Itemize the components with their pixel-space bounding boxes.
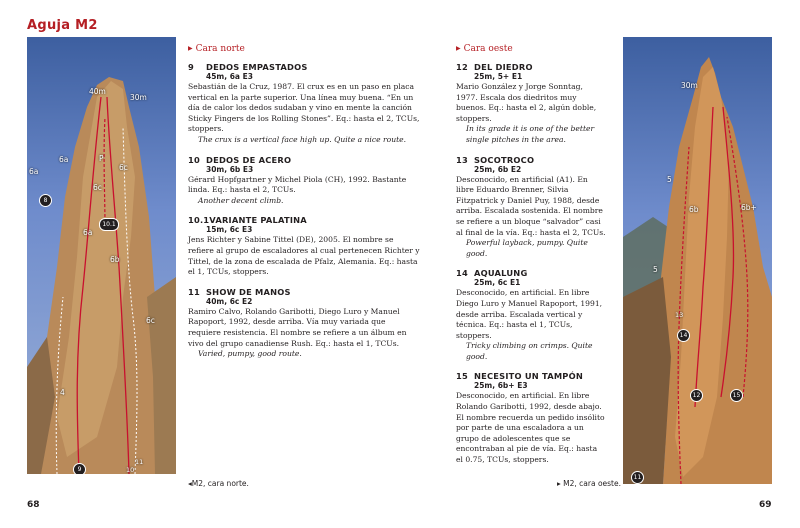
route-description-en: Varied, pumpy, good route. <box>198 349 302 359</box>
page-number: 69 <box>759 500 772 510</box>
photo-label: 6b <box>689 205 699 214</box>
route-entry <box>188 287 420 360</box>
route-grade: 25m, 6b E2 <box>474 164 522 174</box>
route-entry <box>456 62 606 146</box>
route-name: AQUALUNG <box>474 268 528 279</box>
photo-label: 6c <box>119 163 128 172</box>
photo-caption: ◂M2, cara norte. <box>188 479 249 488</box>
west-face-column <box>456 44 606 475</box>
route-marker: 9 <box>73 463 86 474</box>
photo-label: 5 <box>653 265 658 274</box>
photo-caption: ▸ M2, cara oeste. <box>557 479 621 488</box>
route-grade: 15m, 6c E3 <box>206 225 253 235</box>
route-number: 11 <box>188 286 200 297</box>
route-entry <box>456 268 606 362</box>
photo-label: 6c <box>93 183 102 192</box>
photo-label: 6a <box>29 167 39 176</box>
north-face-topo <box>27 37 176 474</box>
route-name: SOCOTROCO <box>474 154 535 165</box>
route-description: Sebastián de la Cruz, 1987. El crux es en un paso en placa vertical en la parte superior. Una línea muy buena. “En un día de calor los dedos sudaban y vino en mente la canción Sticky Fingers de los Rolling Stones”. Eq.: hasta el 2, TCUs, stoppers. <box>188 82 420 134</box>
route-number: 13 <box>456 154 468 165</box>
route-name: DEL DIEDRO <box>474 62 533 72</box>
route-name: SHOW DE MANOS <box>206 286 291 297</box>
route-grade: 40m, 6c E2 <box>206 296 253 306</box>
route-name: NECESITO UN TAMPÓN <box>474 371 583 382</box>
route-grade: 25m, 5+ E1 <box>474 72 523 81</box>
route-description: Ramiro Calvo, Rolando Garibotti, Diego Luro y Manuel Rapoport, 1992, desde arriba. Vía muy variada que requiere resistencia. El nombre se refiere a un álbum en vivo del grupo canadiense Rush. Eq.: hasta el 1, TCUs. <box>188 306 407 348</box>
route-number: 10 <box>188 154 200 165</box>
photo-label: 6c <box>146 316 155 325</box>
west-face-topo <box>623 37 772 484</box>
route-description: Jens Richter y Sabine Tittel (DE), 2005. El nombre se refiere al grupo de escaladores al cual pertenecen Richter y Tittel, de la zona de escalada de Pfalz, Alemania. Eq.: hasta el 1, TCUs, stoppers. <box>188 235 420 277</box>
route-grade: 45m, 6a E3 <box>206 72 253 81</box>
route-name: DEDOS EMPASTADOS <box>206 62 308 72</box>
route-description-en: The crux is a vertical face high up. Quite a nice route. <box>198 134 407 144</box>
triangle-icon: ▶ <box>456 45 461 52</box>
west-face-photo <box>623 37 772 484</box>
route-grade: 30m, 6b E3 <box>206 164 254 174</box>
route-description: Desconocido, en artificial. En libre Diego Luro y Manuel Rapoport, 1991, desde arriba. Escalada vertical y técnica. Eq.: hasta el 1, TCUs, stoppers. <box>456 288 603 340</box>
route-entry <box>188 62 420 146</box>
page-title: Aguja M2 <box>27 18 98 33</box>
route-marker: 11 <box>631 471 644 484</box>
route-description-en: Another decent climb. <box>198 195 284 205</box>
page-number: 68 <box>27 500 40 510</box>
section-heading: ▶ Cara norte <box>188 44 245 54</box>
photo-label: 30m <box>681 81 698 90</box>
route-entry <box>456 371 606 465</box>
route-number: 12 <box>456 62 468 72</box>
route-number: 9 <box>188 62 194 72</box>
photo-label: 5 <box>667 175 672 184</box>
route-description: Desconocido, en artificial. En libre Rolando Garibotti, 1992, desde abajo. El nombre recuerda un pedido insólito por parte de una escaladora a un grupo de adolescentes que se encontraban al pie de vía. Eq.: hasta el 0.75, TCUs, stoppers. <box>456 391 605 465</box>
route-entry <box>456 155 606 260</box>
route-name: DEDOS DE ACERO <box>206 154 292 165</box>
route-entry <box>188 155 420 207</box>
route-description-en: In its grade it is one of the better single pitches in the area. <box>466 124 595 144</box>
photo-label: 4 <box>60 388 65 397</box>
photo-label: 11 <box>135 458 144 466</box>
route-description: Mario González y Jorge Sonntag, 1977. Escala dos diedritos muy buenos. Eq.: hasta el 2, algún doble, stoppers. <box>456 82 597 123</box>
photo-label: 6b <box>110 255 120 264</box>
route-entry <box>188 215 420 277</box>
route-description-en: Powerful layback, pumpy. Quite good. <box>466 238 588 258</box>
route-number: 10.1 <box>188 215 210 226</box>
photo-label: 6b+ <box>741 203 757 212</box>
route-grade: 25m, 6b+ E3 <box>474 381 528 391</box>
route-name: VARIANTE PALATINA <box>209 215 307 226</box>
photo-label: 13 <box>675 311 684 319</box>
photo-label: 6a <box>59 155 69 164</box>
route-marker: 8 <box>39 194 52 207</box>
route-description: Gérard Hopfgartner y Michel Piola (CH), 1992. Bastante linda. Eq.: hasta el 2, TCUs. <box>188 174 407 195</box>
route-marker: 14 <box>677 329 690 342</box>
route-number: 14 <box>456 268 468 279</box>
north-face-photo <box>27 37 176 474</box>
north-face-column <box>188 44 420 369</box>
route-number: 15 <box>456 371 468 382</box>
route-marker: 15 <box>730 389 743 402</box>
route-grade: 25m, 6c E1 <box>474 278 521 288</box>
photo-label: 6a <box>83 228 93 237</box>
route-marker: 10.1 <box>99 218 119 231</box>
section-heading: ▶ Cara oeste <box>456 44 513 54</box>
photo-label: 10 <box>126 466 135 474</box>
triangle-icon: ▶ <box>188 45 193 52</box>
photo-label: 30m <box>130 93 147 102</box>
route-marker: 12 <box>690 389 703 402</box>
photo-label: 40m <box>89 87 106 96</box>
photo-label: P <box>99 154 104 163</box>
route-description: Desconocido, en artificial (A1). En libre Eduardo Brenner, Silvia Fitzpatrick y Daniel Puy, 1988, desde arriba. Escalada sostenida. El nombre se refiere a un bloque “salvador” casi al final de la vía. Eq.: hasta el 2, TCUs. <box>456 174 606 237</box>
route-description-en: Tricky climbing on crimps. Quite good. <box>466 341 593 361</box>
